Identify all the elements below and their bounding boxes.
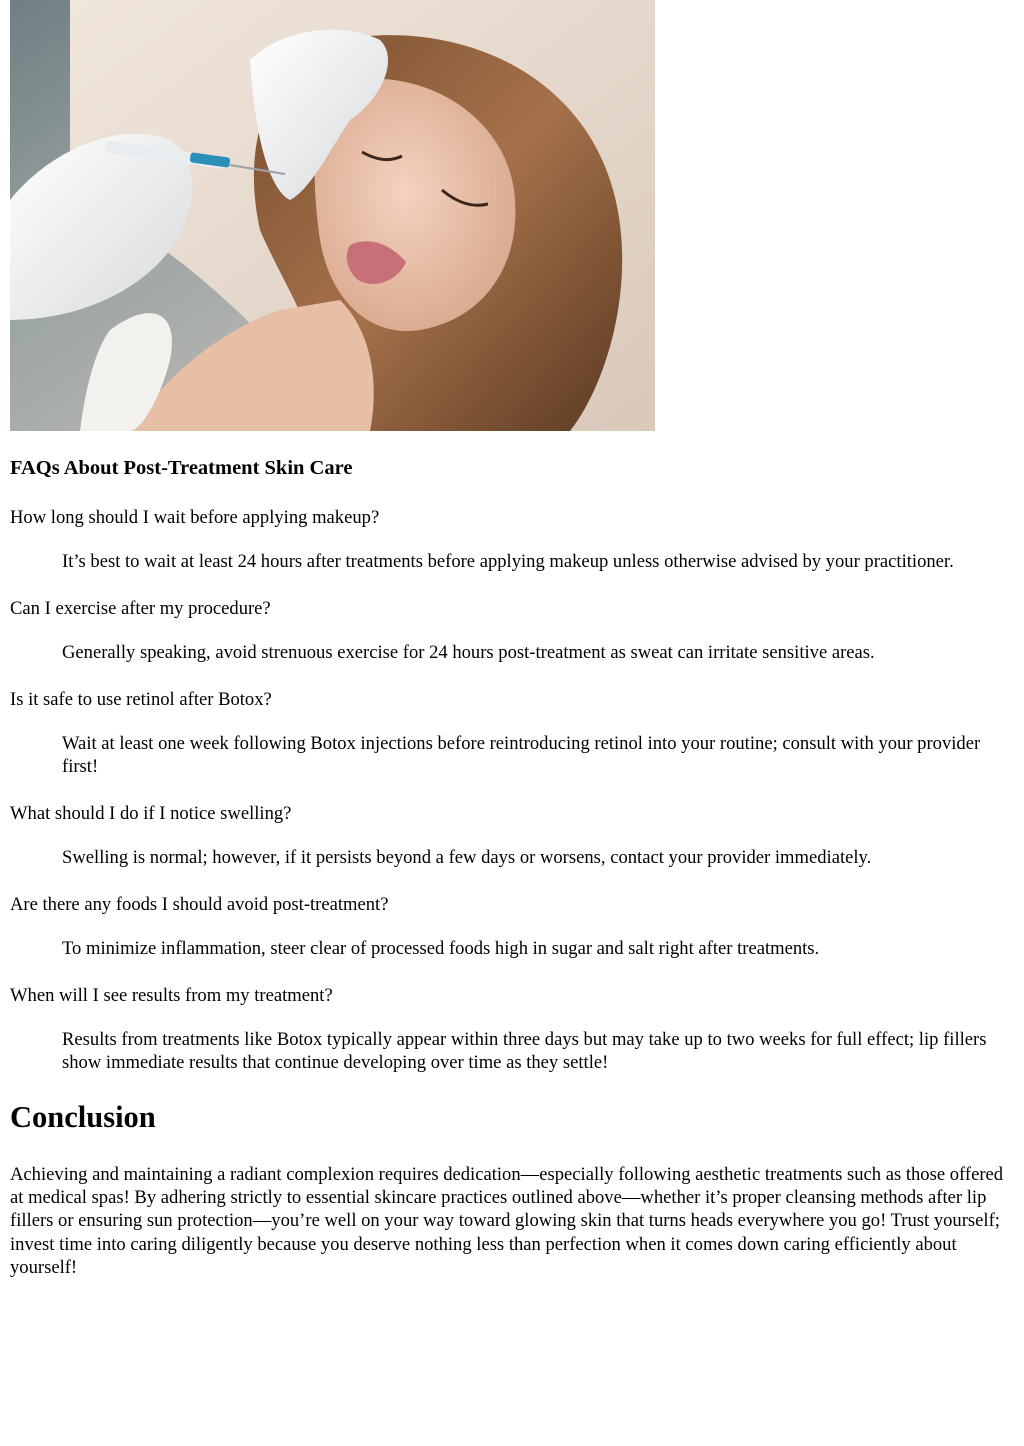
hero-image bbox=[10, 0, 655, 431]
faq-answer: To minimize inflammation, steer clear of processed foods high in sugar and salt right after treatments. bbox=[62, 938, 820, 959]
faq-answer: It’s best to wait at least 24 hours after treatments before applying makeup unless otherwise advised by your practitioner. bbox=[62, 551, 954, 572]
faq-answer: Swelling is normal; however, if it persists beyond a few days or worsens, contact your provider immediately. bbox=[62, 847, 872, 868]
faq-question: When will I see results from my treatment? bbox=[10, 985, 333, 1006]
article bbox=[10, 0, 1014, 1279]
faq-list bbox=[10, 506, 1014, 1074]
faq-question: Is it safe to use retinol after Botox? bbox=[10, 689, 272, 710]
faq-answer: Results from treatments like Botox typically appear within three days but may take up to two weeks for full effect; lip fillers show immediate results that continue developing over time as they settle! bbox=[62, 1029, 987, 1073]
faq-question: Can I exercise after my procedure? bbox=[10, 598, 271, 619]
conclusion-heading: Conclusion bbox=[10, 1100, 156, 1134]
faq-question: Are there any foods I should avoid post-treatment? bbox=[10, 894, 389, 915]
hero-illustration bbox=[10, 0, 655, 431]
faq-answer: Wait at least one week following Botox injections before reintroducing retinol into your routine; consult with your provider first! bbox=[62, 733, 981, 777]
faq-question: What should I do if I notice swelling? bbox=[10, 803, 292, 824]
conclusion-paragraph: Achieving and maintaining a radiant complexion requires dedication—especially following aesthetic treatments such as those offered at medical spas! By adhering strictly to essential skincare practices outlined above—whether it’s proper cleansing methods after lip fillers or ensuring sun protection—you’re well on your way toward glowing skin that turns heads everywhere you go! Trust yourself; invest time into caring diligently because you deserve nothing less than perfection when it comes down caring efficiently about yourself! bbox=[10, 1164, 1004, 1278]
faq-answer: Generally speaking, avoid strenuous exercise for 24 hours post-treatment as sweat can irritate sensitive areas. bbox=[62, 642, 875, 663]
faq-heading: FAQs About Post-Treatment Skin Care bbox=[10, 457, 353, 479]
faq-question: How long should I wait before applying makeup? bbox=[10, 507, 380, 528]
